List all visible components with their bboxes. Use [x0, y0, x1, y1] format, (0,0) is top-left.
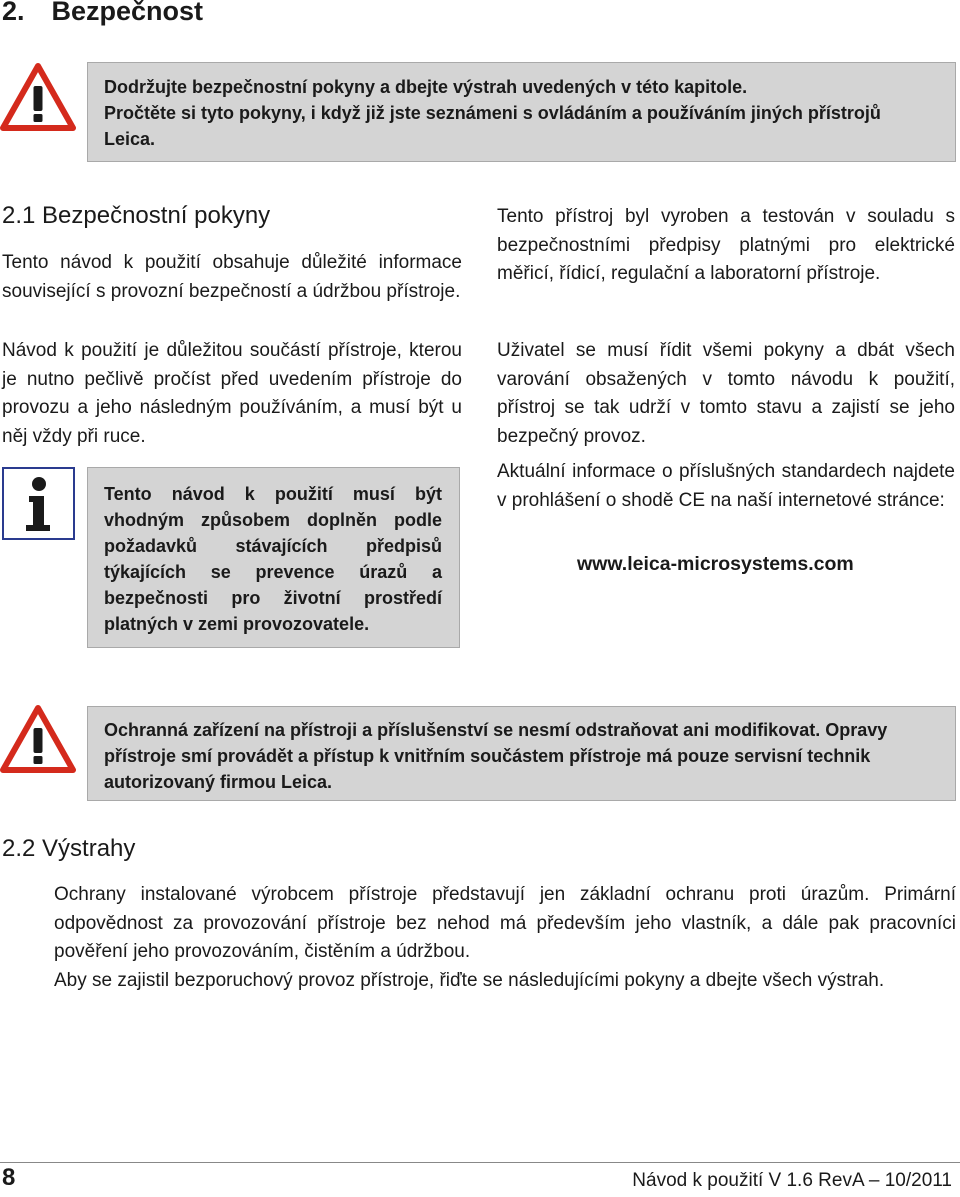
- website-url: www.leica-microsystems.com: [577, 553, 854, 575]
- section-2-1-right-paragraph-2: Uživatel se musí řídit všemi pokyny a dbát všech varování obsažených v tomto návodu k použití, přístroj se tak udrží v tomto stavu a zajistí se jeho bezpečný provoz.: [497, 340, 955, 447]
- section-2-1-paragraph-2: Návod k použití je důležitou součástí přístroje, kterou je nutno pečlivě pročíst před uvedením přístroje do provozu a jeho následným používáním, a musí být u něj vždy při ruce.: [2, 340, 462, 447]
- info-icon: [2, 467, 75, 540]
- warning-triangle-icon: [0, 62, 76, 132]
- section-2-1-right-paragraph-1: Tento přístroj byl vyroben a testován v souladu s bezpečnostními předpisy platnými pro elektrické měřicí, řídicí, regulační a laboratorní přístroje.: [497, 206, 955, 284]
- intro-warning-line: Dodržujte bezpečnostní pokyny a dbejte výstrah uvedených v této kapitole.: [104, 77, 748, 97]
- intro-warning-line: Leica.: [104, 129, 156, 149]
- chapter-title: 2. Bezpečnost: [2, 0, 204, 26]
- info-note-box: [87, 467, 460, 648]
- intro-warning-line: Pročtěte si tyto pokyny, i když již jste seznámeni s ovládáním a používáním jiných přístrojů: [104, 103, 881, 123]
- device-warning-text: Ochranná zařízení na přístroji a příslušenství se nesmí odstraňovat ani modifikovat. Opravy přístroje smí provádět a přístup k vnitřním součástem přístroje má pouze servisní technik autorizovaný firmou Leica.: [104, 720, 888, 792]
- section-title-2-1: 2.1 Bezpečnostní pokyny: [2, 202, 271, 229]
- section-2-1-paragraph-1: Tento návod k použití obsahuje důležité informace související s provozní bezpečností a údržbou přístroje.: [2, 252, 462, 302]
- device-warning-box: [87, 706, 956, 801]
- section-2-2-paragraph-1: Ochrany instalované výrobcem přístroje představují jen základní ochranu proti úrazům. Primární odpovědnost za provozování přístroje bez nehod má především jeho vlastník, a dále pak pracovníci pověření jeho provozováním, čistěním a údržbou.: [54, 884, 956, 962]
- section-2-2-paragraph-2: Aby se zajistil bezporuchový provoz přístroje, řiďte se následujícími pokyny a dbejte všech výstrah.: [54, 970, 885, 991]
- footer-divider: [0, 1162, 960, 1163]
- section-2-1-right-paragraph-3: Aktuální informace o příslušných standardech najdete v prohlášení o shodě CE na naší internetové stránce:: [497, 461, 955, 511]
- intro-warning-box: [87, 62, 956, 162]
- section-title-2-2: 2.2 Výstrahy: [2, 835, 136, 862]
- warning-triangle-icon: [0, 704, 76, 774]
- footer-document-id: Návod k použití V 1.6 RevA – 10/2011: [632, 1170, 952, 1191]
- page-number: 8: [2, 1164, 16, 1191]
- info-note-text: Tento návod k použití musí být vhodným způsobem doplněn podle požadavků stávajících předpisů týkajících se prevence úrazů a bezpečnosti pro životní prostředí platných v zemi provozovatele.: [104, 484, 442, 634]
